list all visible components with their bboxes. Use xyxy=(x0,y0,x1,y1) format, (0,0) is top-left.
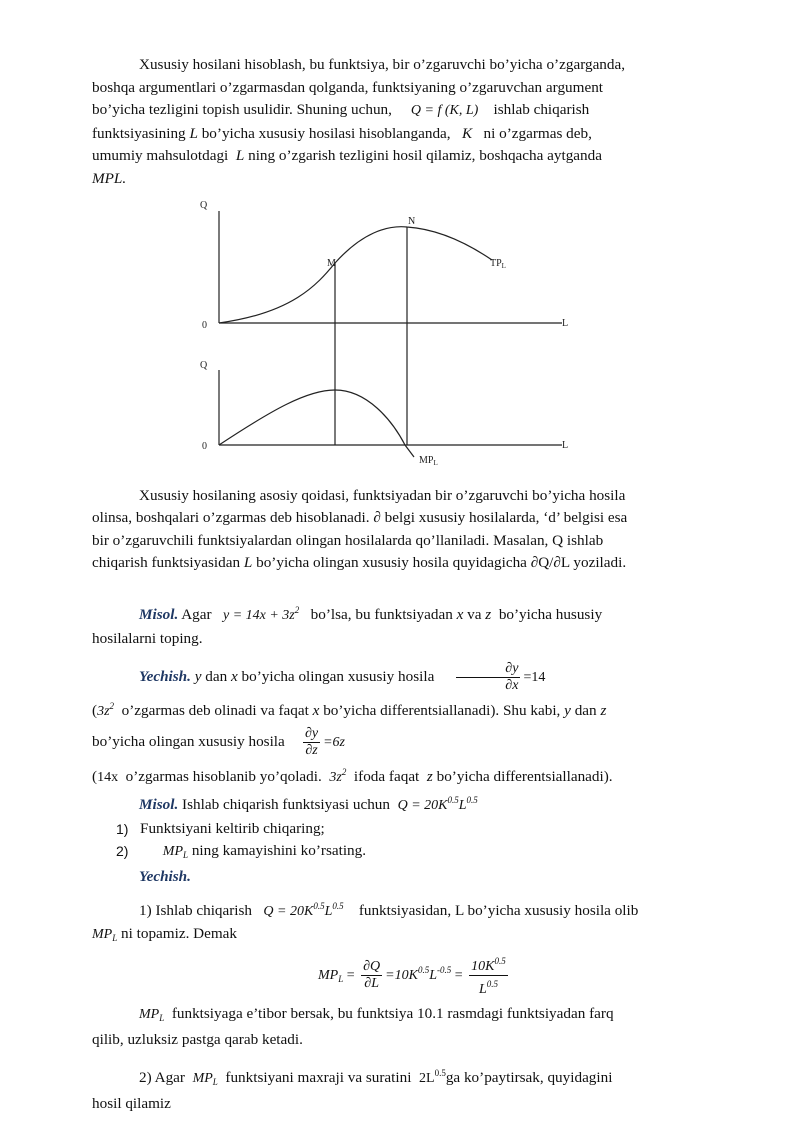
bottom-origin-label: 0 xyxy=(202,440,207,452)
para2-line4: chiqarish funktsiyasidan L bo’yicha olingan xususiy hosila quyidagicha ∂Q/∂L yoziladi. xyxy=(92,554,627,572)
yechish2-line2: $MP_L$ ni topamiz. Demak xyxy=(92,925,238,944)
tp-mp-graph xyxy=(92,195,708,485)
yechish2-line4: qilib, uzluksiz pastga qarab ketadi. xyxy=(92,1031,303,1049)
mp-curve xyxy=(219,390,414,457)
para2-line3: bir o’zgaruvchili funktsiyalardan olingan hosilalarda qo’llaniladi. Masalan, Q ishlab xyxy=(92,531,604,549)
yechish1-line1: Yechish. y dan x bo’yicha olingan xususiy hosila $\frac{\partial y}{\partial x}$ =14 xyxy=(139,661,546,694)
para1-line4: funktsiyasining L bo’yicha xususiy hosilasi hisoblanganda, K ni o’zgarmas deb, xyxy=(92,124,592,142)
yechish1-line2: ($3z^2$ o’zgarmas deb olinadi va faqat x bo’yicha differentsiallanadi). Shu kabi, y dan z xyxy=(92,701,607,720)
misol1-label: Misol. xyxy=(139,605,179,623)
misol2-formula: $Q = 20K^{0.5}L^{0.5}$ xyxy=(397,795,478,814)
yechish1-label: Yechish. xyxy=(139,668,191,686)
yechish2-line6: hosil qilamiz xyxy=(92,1095,171,1113)
misol1-line1: Misol. Agar $y = 14x + 3z^2$ bo’lsa, bu funktsiyadan x va z bo’yicha hususiy xyxy=(139,604,603,623)
misol1-formula: $y = 14x + 3z^2$ xyxy=(222,604,300,623)
yechish2-line1: 1) Ishlab chiqarish $Q = 20K^{0.5}L^{0.5}$ funktsiyasidan, L bo’yicha xususiy hosila olib xyxy=(139,900,639,919)
misol2-label: Misol. xyxy=(139,796,179,814)
para1-line5: umumiy mahsulotdagi L ning o’zgarish tezligini hosil qilamiz, boshqacha aytganda xyxy=(92,147,602,165)
misol2-item2: 2) $MP_L$ ning kamayishini ko’rsating. xyxy=(116,841,367,860)
tp-label: $TP_L$ xyxy=(490,257,506,270)
top-origin-label: 0 xyxy=(202,319,207,331)
yechish2-label: Yechish. xyxy=(139,867,191,885)
para2-line2: olinsa, boshqalari o’zgarmas deb hisoblanadi. ∂ belgi xususiy hosilalarda, ‘d’ belgisi esa xyxy=(92,509,628,527)
misol2-line1: Misol. Ishlab chiqarish funktsiyasi uchun $Q = 20K^{0.5}L^{0.5}$ xyxy=(139,795,478,814)
top-axis-l-label: L xyxy=(562,317,569,329)
point-n-label: N xyxy=(408,215,416,227)
bottom-axis-q-label: Q xyxy=(200,359,208,371)
yechish1-line4: (14x o’zgarmas hisoblanib yo’qoladi. $3z^2$ ifoda faqat z bo’yicha differentsiallanadi). xyxy=(92,766,613,785)
document-page xyxy=(92,54,708,1116)
yechish2-line3: $MP_L$ funktsiyaga e’tibor bersak, bu funktsiya 10.1 rasmdagi funktsiyadan farq xyxy=(139,1004,614,1023)
dy-dx-fraction: $\frac{\partial y}{\partial x}$ xyxy=(456,661,520,694)
production-function-formula: Q = f (K, L) xyxy=(410,103,479,119)
tp-mp-graph-svg xyxy=(92,195,708,485)
para2-line1: Xususiy hosilaning asosiy qoidasi, funktsiyadan bir o’zgaruvchi bo’yicha hosila xyxy=(139,486,626,504)
point-m-label: M xyxy=(327,257,336,269)
tp-curve xyxy=(219,226,492,322)
yechish2-label-line xyxy=(92,866,708,889)
para1-line2: boshqa argumentlari o’zgarmasdan qolganda, funktsiyaning o’zgaruvchan argument xyxy=(92,78,604,96)
para1-line6: MPL. xyxy=(92,169,127,187)
yechish2-line5: 2) Agar $MP_L$ funktsiyani maxraji va suratini $2L^{0.5}ga$ ko’paytirsak, quyidagini xyxy=(139,1067,613,1087)
misol1-line2: hosilalarni toping. xyxy=(92,629,203,647)
mp-label: $MP_L$ xyxy=(419,454,438,467)
para1-line1: Xususiy hosilani hisoblash, bu funktsiya, bir o’zgaruvchi bo’yicha o’zgarganda, xyxy=(139,56,626,73)
top-axis-q-label: Q xyxy=(200,199,208,211)
yechish1-line3: bo’yicha olingan xususiy hosila $\frac{\partial y}{\partial z}$ =6z xyxy=(92,725,346,758)
dy-dz-fraction: $\frac{\partial y}{\partial z}$ xyxy=(304,725,319,758)
para1-line3: bo’yicha tezligini topish usulidir. Shuning uchun, Q = f (K, L) ishlab chiqarish xyxy=(92,101,590,119)
bottom-axis-l-label: L xyxy=(562,439,569,451)
misol2-item1: 1) Funktsiyani keltirib chiqaring; xyxy=(116,819,325,837)
mpl-equation: $MP_L$ = $\frac{\partial Q}{\partial L}$ $=10K^{0.5}L^{-0.5}$ = $\frac{10K^{0.5}}{L^{0.5}}$ xyxy=(92,950,708,999)
